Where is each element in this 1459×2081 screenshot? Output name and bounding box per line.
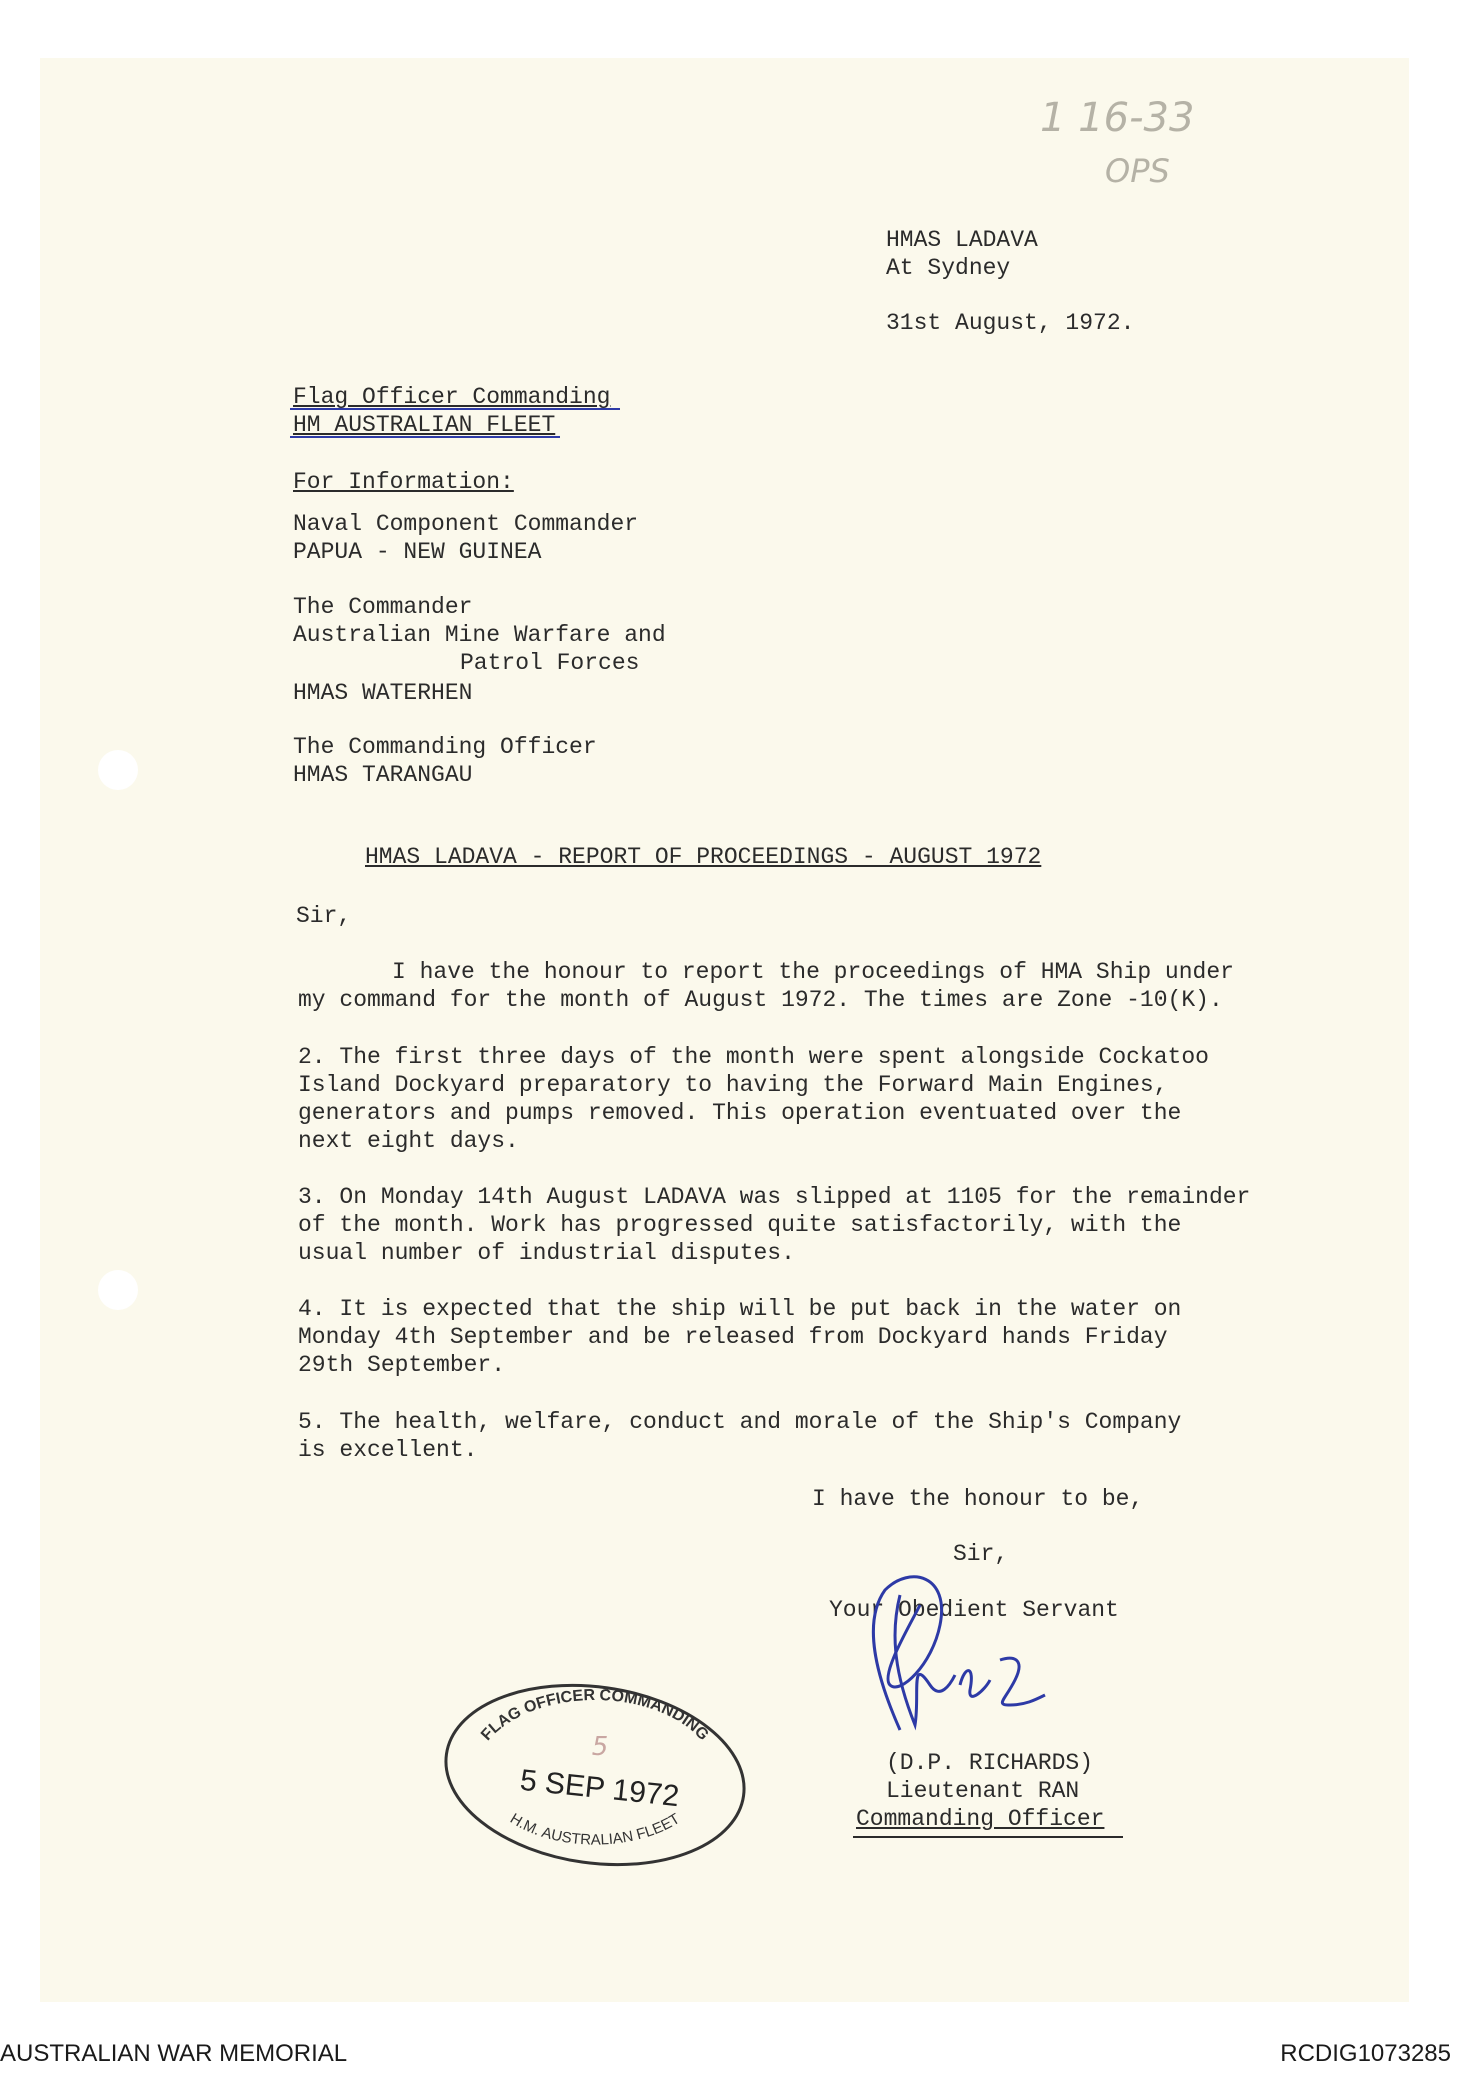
info-recipient-2-line4: HMAS WATERHEN (293, 680, 473, 706)
stamp-top-text: FLAG OFFICER COMMANDING (478, 1686, 712, 1744)
closing-line: I have the honour to be, (812, 1486, 1144, 1512)
for-information-heading: For Information: (293, 469, 514, 495)
paragraph-4-line: 29th September. (298, 1352, 506, 1378)
handwritten-ref-code: OPS (1105, 152, 1170, 190)
paragraph-5-line: 5. The health, welfare, conduct and morale of the Ship's Company (298, 1409, 1182, 1435)
received-stamp (440, 1680, 750, 1870)
paragraph-1-line: my command for the month of August 1972. The times are Zone -10(K). (298, 987, 1223, 1013)
blue-pen-underline (290, 408, 620, 410)
subject-line: HMAS LADAVA - REPORT OF PROCEEDINGS - AUGUST 1972 (365, 844, 1042, 870)
info-recipient-1-line1: Naval Component Commander (293, 511, 639, 537)
paragraph-1-line: I have the honour to report the proceedings of HMA Ship under (392, 959, 1234, 985)
letter-date: 31st August, 1972. (886, 310, 1135, 336)
info-recipient-3-line2: HMAS TARANGAU (293, 762, 473, 788)
info-recipient-1-line2: PAPUA - NEW GUINEA (293, 539, 542, 565)
paragraph-3-line: 3. On Monday 14th August LADAVA was slipped at 1105 for the remainder (298, 1184, 1251, 1210)
paragraph-2-line: next eight days. (298, 1128, 519, 1154)
info-recipient-2-line2: Australian Mine Warfare and (293, 622, 666, 648)
paragraph-3-line: of the month. Work has progressed quite satisfactorily, with the (298, 1212, 1182, 1238)
handwritten-signature (840, 1565, 1070, 1745)
signatory-rank: Lieutenant RAN (886, 1778, 1080, 1804)
info-recipient-2-line1: The Commander (293, 594, 473, 620)
stamp-handwritten-mark: 5 (591, 1732, 609, 1762)
closing-servant: Your Obedient Servant (829, 1597, 1119, 1623)
signatory-name: (D.P. RICHARDS) (886, 1750, 1094, 1776)
addressee-line1: Flag Officer Commanding (293, 384, 611, 410)
addressee-line2: HM AUSTRALIAN FLEET (293, 412, 556, 438)
paragraph-2-line: generators and pumps removed. This operation eventuated over the (298, 1100, 1182, 1126)
punch-hole (98, 1270, 138, 1310)
paragraph-2-line: Island Dockyard preparatory to having the Forward Main Engines, (298, 1072, 1168, 1098)
paragraph-2-line: 2. The first three days of the month were spent alongside Cockatoo (298, 1044, 1209, 1070)
footer-right: RCDIG1073285 (1280, 2040, 1451, 2067)
closing-sir: Sir, (953, 1541, 1009, 1567)
salutation: Sir, (296, 903, 352, 929)
stamp-date: 5 SEP 1972 (518, 1763, 681, 1814)
info-recipient-2-line3: Patrol Forces (460, 650, 640, 676)
sender-location: At Sydney (886, 255, 1011, 281)
punch-hole (98, 750, 138, 790)
stamp-bottom-text: H.M. AUSTRALIAN FLEET (507, 1810, 683, 1849)
footer-left: AUSTRALIAN WAR MEMORIAL (0, 2040, 348, 2067)
blue-pen-underline (290, 436, 560, 438)
signature-underline (853, 1836, 1123, 1838)
info-recipient-3-line1: The Commanding Officer (293, 734, 597, 760)
signatory-title: Commanding Officer (856, 1806, 1105, 1832)
handwritten-ref-number: 1 16-33 (1040, 95, 1195, 141)
sender-ship: HMAS LADAVA (886, 227, 1038, 253)
paragraph-3-line: usual number of industrial disputes. (298, 1240, 795, 1266)
paragraph-4-line: 4. It is expected that the ship will be put back in the water on (298, 1296, 1182, 1322)
paragraph-5-line: is excellent. (298, 1437, 478, 1463)
paragraph-4-line: Monday 4th September and be released from Dockyard hands Friday (298, 1324, 1168, 1350)
